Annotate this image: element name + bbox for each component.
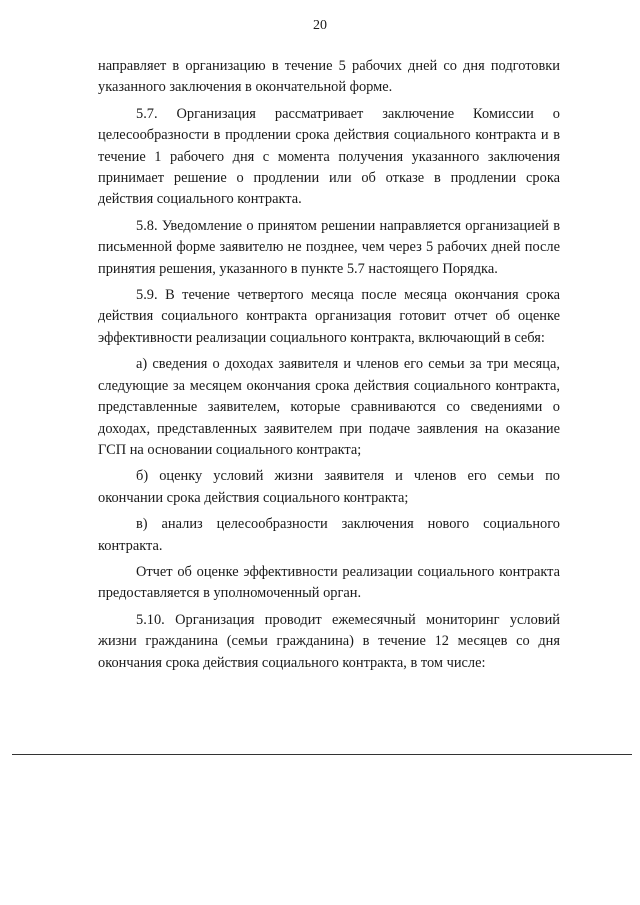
paragraph-report: Отчет об оценке эффективности реализации социального контракта предоставляется в уполномоченный орган.: [98, 563, 560, 602]
bottom-divider: [12, 754, 632, 755]
list-item-a: а) сведения о доходах заявителя и членов его семьи за три месяца, следующие за месяцем окончания срока действия социального контракта, представленные заявителем, которые сравниваются со сведениями о доходах, представленных заявителем при подаче заявления на оказание ГСП на основании социального контракта;: [98, 356, 560, 458]
paragraph-continuation: направляет в организацию в течение 5 рабочих дней со дня подготовки указанного заключения в окончательной форме.: [98, 58, 560, 96]
document-body: [98, 56, 560, 679]
paragraph-5-7: 5.7. Организация рассматривает заключение Комиссии о целесообразности в продлении срока действия социального контракта и в течение 1 рабочего дня с момента получения указанного заключения принимает решение о продлении или об отказе в продлении срока действия социального контракта.: [98, 105, 560, 208]
page-number: 20: [313, 18, 327, 33]
paragraph-5-9: 5.9. В течение четвертого месяца после месяца окончания срока действия социального контракта организация готовит отчет об оценке эффективности реализации социального контракта, включающий в себя:: [98, 287, 560, 346]
list-item-v: в) анализ целесообразности заключения нового социального контракта.: [98, 516, 560, 554]
paragraph-5-8: 5.8. Уведомление о принятом решении направляется организацией в письменной форме заявителю не позднее, чем через 5 рабочих дней после принятия решения, указанного в пункте 5.7 настоящего Порядка.: [98, 217, 560, 277]
paragraph-5-10: 5.10. Организация проводит ежемесячный мониторинг условий жизни гражданина (семьи гражданина) в течение 12 месяцев со дня окончания срока действия социального контракта, в том числе:: [98, 611, 560, 671]
list-item-b: б) оценку условий жизни заявителя и членов его семьи по окончании срока действия социального контракта;: [98, 468, 560, 506]
